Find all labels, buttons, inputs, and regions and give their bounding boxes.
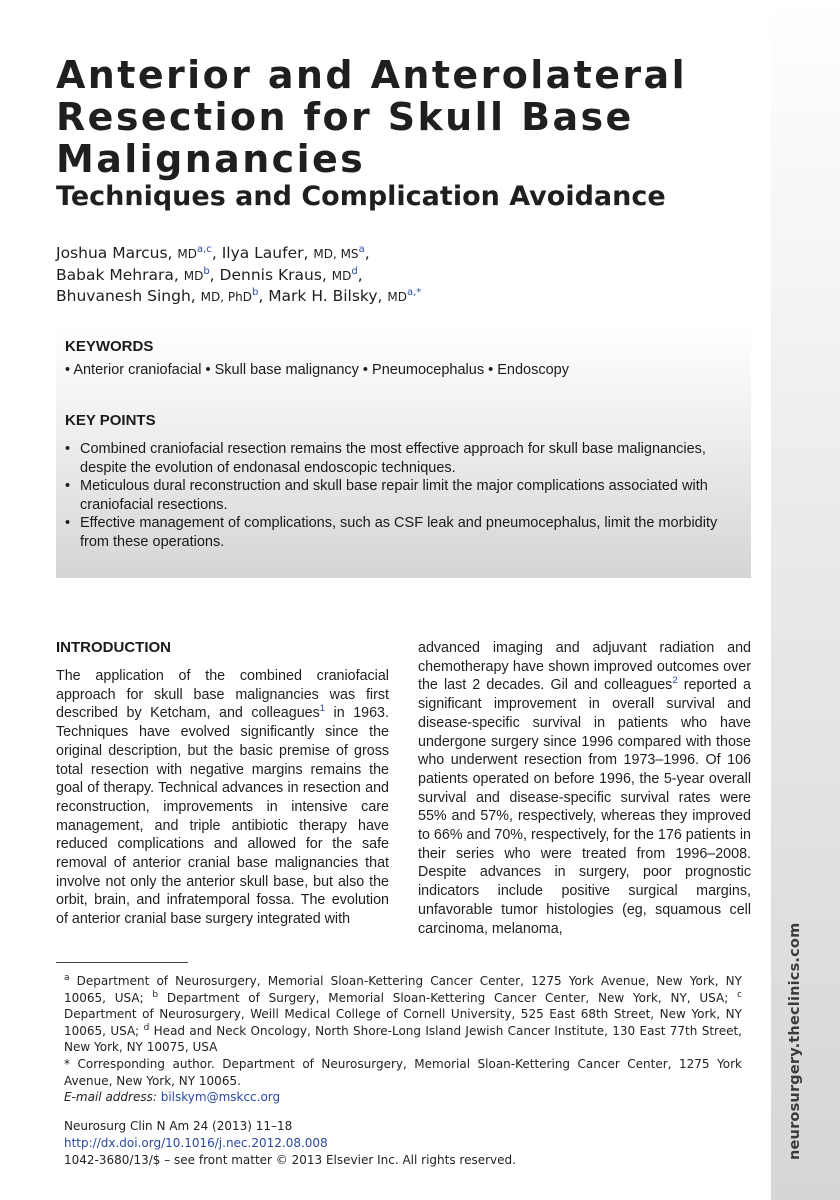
key-point-item: • Combined craniofacial resection remains the most effective approach for skull base malignancies, despite the evolution of endonasal endoscopic techniques. [65,441,706,476]
author[interactable]: Babak Mehrara, $MD^b$ [56,265,210,284]
introduction-heading: INTRODUCTION [56,639,171,656]
author-list: Joshua Marcus, MD$^{a,c}$, Ilya Laufer, MD, $MS^a$, Babak Mehrara, $MD^b$, Dennis Kraus, $MD^d$, Bhuvanesh Singh, MD, PhD$^b$, Mark H. Bilsky, $MD^{a,*}$ [56,243,422,305]
bullet-icon: • [65,515,71,531]
author[interactable]: Dennis Kraus, $MD^d$ [219,265,358,284]
keyword-item[interactable]: • Anterior craniofacial [65,362,202,378]
affiliations-footnote: $^a$ Department of Neurosurgery, Memorial Sloan-Kettering Cancer Center, 1275 York Avenue, New York, NY 10065, USA; $^b$ Department of Surgery, Memorial Sloan-Kettering Cancer Center, New York, NY, USA; $^c$ Department of Neurosurgery, Weill Medical College of Cornell University, 525 East 68th Street, New York, NY 10065, USA; $^d$ Head and Neck Oncology, North Shore-Long Island Jewish Cancer Institute, 130 East 77th Street, New York, NY 10075, USA [64,973,742,1054]
author[interactable]: Mark H. Bilsky, $MD^{a,*}$ [268,286,422,305]
key-point-item: • Effective management of complications, such as CSF leak and pneumocephalus, limit the morbidity from these operations. [65,515,718,550]
key-points-list [65,440,737,551]
side-banner-background [771,0,840,1200]
copyright-line: 1042-3680/13/$ – see front matter © 2013 Elsevier Inc. All rights reserved. [64,1152,516,1167]
bullet-icon: • [65,441,71,457]
author[interactable]: Joshua Marcus, MD$^{a,c}$ [56,243,212,262]
author[interactable]: Ilya Laufer, MD, $MS^a$ [221,243,365,262]
doi-link[interactable]: http://dx.doi.org/10.1016/j.nec.2012.08.008 [64,1135,328,1150]
footnote-divider [56,962,188,963]
article-subtitle: Techniques and Complication Avoidance [56,181,666,212]
reference-link[interactable]: 1 [319,703,326,715]
key-points-heading: KEY POINTS [65,412,156,429]
intro-paragraph-column-1: The application of the combined craniofacial approach for skull base malignancies was first described by Ketcham, and colleagues$^1$ in 1963. Techniques have evolved significantly since the original description, but the basic premise of gross total resection with negative margins remains the goal of therapy. Technical advances in resection and reconstruction, improvements in intensive care management, and triple antibiotic therapy have reduced complications and allowed for the safe removal of anterior cranial base malignancies that involve not only the anterior skull base, but also the orbit, brain, and infratemporal fossa. The evolution of anterior cranial base surgery integrated with [56,668,389,928]
citation-block [64,1118,744,1168]
key-point-item: • Meticulous dural reconstruction and skull base repair limit the major complications associated with craniofacial resections. [65,478,708,513]
keywords-heading: KEYWORDS [65,338,154,355]
journal-citation: Neurosurg Clin N Am 24 (2013) 11–18 [64,1119,293,1133]
bullet-icon: • [65,478,71,494]
intro-paragraph-column-2: advanced imaging and adjuvant radiation and chemotherapy have shown improved outcomes over the last 2 decades. Gil and colleagues$^2$ reported a significant improvement in overall survival and disease-specific survival in patients who have undergone surgery since 1996 compared with those who underwent resection from 1973–1996. Of 106 patients operated on before 1996, the 5-year overall survival and disease-specific survival rates were 55% and 57%, respectively, whereas they improved to 66% and 70%, respectively, for the 176 patients in their series who were treated from 1996–2008. Despite advances in surgery, poor prognostic indicators include positive surgical margins, unfavorable tumor histologies (eg, squamous cell carcinoma, melanoma, [418,640,751,937]
author[interactable]: Bhuvanesh Singh, MD, PhD$^b$ [56,286,259,305]
keyword-item[interactable]: • Pneumocephalus [362,362,485,378]
side-banner-url[interactable]: neurosurgery.theclinics.com [787,922,803,1160]
email-label: E-mail address: [64,1090,157,1104]
reference-link[interactable]: 2 [672,675,678,687]
email-link[interactable]: bilskym@mskcc.org [160,1090,281,1104]
article-title: Anterior and Anterolateral Resection for Skull Base Malignancies [56,53,688,181]
corresponding-author-footnote: * Corresponding author. Department of Neurosurgery, Memorial Sloan-Kettering Cancer Center, 1275 York Avenue, New York, NY 10065. E-mail address: bilskym@mskcc.org [64,1057,742,1104]
keyword-item[interactable]: • Endoscopy [488,362,569,378]
keyword-item[interactable]: • Skull base malignancy [205,362,359,378]
keywords-list [65,362,745,378]
